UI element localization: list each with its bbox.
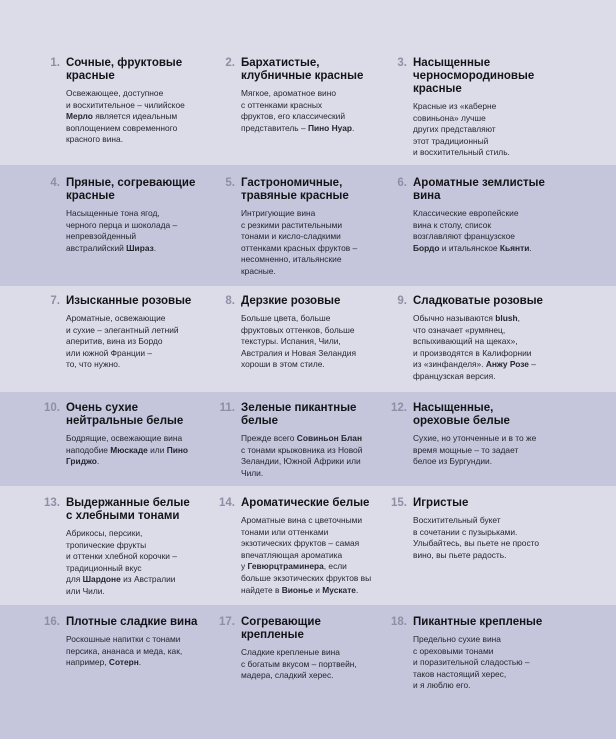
wine-name-bold: Пино bbox=[166, 444, 189, 455]
item-title-line: крепленые bbox=[241, 629, 304, 641]
item-number: 18. bbox=[391, 616, 407, 628]
item-description-line bbox=[413, 243, 585, 255]
item-description bbox=[241, 88, 413, 134]
item-number: 5. bbox=[225, 177, 235, 189]
item-description-line bbox=[241, 100, 413, 112]
text-run: с богатым вкусом – портвейн, bbox=[241, 658, 357, 669]
item-title-line: Гастрономичные, bbox=[241, 177, 343, 189]
text-run: например, bbox=[66, 657, 109, 668]
item-description-line bbox=[66, 220, 238, 232]
text-run: Классические европейские bbox=[413, 208, 519, 218]
item-description bbox=[413, 634, 585, 692]
item-description-line bbox=[66, 100, 238, 112]
item-description-line bbox=[413, 325, 585, 337]
item-number: 15. bbox=[391, 497, 407, 509]
item-description-line bbox=[413, 646, 585, 658]
text-run: и восхитительный стиль. bbox=[413, 147, 510, 158]
item-description-line bbox=[241, 208, 413, 220]
text-run: с ореховыми тонами bbox=[413, 645, 494, 656]
item-description bbox=[241, 647, 413, 682]
text-run: представитель – bbox=[241, 122, 308, 133]
text-run: Обычно называются bbox=[413, 313, 496, 323]
text-run: Австралия и Новая Зеландия bbox=[241, 347, 357, 358]
item-title-line: Согревающие bbox=[241, 616, 321, 628]
item-description-line bbox=[66, 243, 238, 255]
item-description-line bbox=[413, 124, 585, 136]
item-description-line bbox=[413, 359, 585, 371]
item-description-line bbox=[241, 348, 413, 360]
item-description-line bbox=[241, 527, 413, 539]
text-run: таков настоящий херес, bbox=[413, 668, 507, 679]
text-run: или Чили. bbox=[66, 585, 105, 596]
item-description-line bbox=[241, 111, 413, 123]
item-description-line bbox=[241, 220, 413, 232]
text-run: Сладкие крепленые вина bbox=[241, 647, 340, 657]
item-title-line: вина bbox=[413, 190, 441, 202]
wine-name-bold: Сотерн bbox=[108, 657, 139, 668]
text-run: французская версия. bbox=[413, 370, 496, 381]
text-run: красные. bbox=[241, 265, 276, 276]
text-run: и итальянское bbox=[439, 242, 500, 253]
item-title-line: Очень сухие bbox=[66, 402, 139, 414]
text-run: других представляют bbox=[413, 124, 496, 135]
text-run: возглавляют французское bbox=[413, 231, 515, 242]
text-run: Восхитительный букет bbox=[413, 515, 501, 525]
item-description-line bbox=[413, 147, 585, 159]
item-title bbox=[66, 177, 236, 203]
item-description-line bbox=[413, 371, 585, 383]
item-title-line: Плотные сладкие вина bbox=[66, 616, 198, 628]
item-title-line: Ароматные землистые bbox=[413, 177, 545, 189]
item-description bbox=[413, 515, 585, 561]
wine-name-bold: Мускате bbox=[322, 584, 356, 595]
item-title-line: Насыщенные bbox=[413, 57, 491, 69]
item-description-line bbox=[66, 134, 238, 146]
item-description-line bbox=[66, 231, 238, 243]
item-description-line bbox=[241, 445, 413, 457]
item-description-line bbox=[241, 670, 413, 682]
item-title bbox=[66, 497, 236, 523]
text-run: несомненно, итальянские bbox=[241, 254, 342, 265]
item-number: 13. bbox=[44, 497, 60, 509]
item-description-line bbox=[241, 231, 413, 243]
text-run: аперитив, вина из Бордо bbox=[66, 336, 163, 347]
text-run: традиционный вкус bbox=[66, 562, 142, 573]
text-run: что означает «румянец, bbox=[413, 324, 506, 335]
item-title bbox=[66, 616, 236, 629]
text-run: Насыщенные тона ягод, bbox=[66, 208, 160, 218]
item-description-line bbox=[66, 123, 238, 135]
item-title bbox=[241, 497, 411, 510]
item-description-line bbox=[413, 527, 585, 539]
item-number: 1. bbox=[50, 57, 60, 69]
item-title bbox=[413, 616, 583, 629]
text-run: Зеландии, Южной Африки или bbox=[241, 456, 361, 467]
text-run: экзотических фруктов – самая bbox=[241, 538, 360, 549]
text-run: с тонами крыжовника из Новой bbox=[241, 444, 363, 455]
text-run: – bbox=[528, 359, 536, 370]
text-run: вино, вы пьете радость. bbox=[413, 549, 507, 560]
text-run: у bbox=[241, 561, 248, 572]
item-description-line bbox=[241, 538, 413, 550]
item-description-line bbox=[241, 336, 413, 348]
text-run: Предельно сухие вина bbox=[413, 634, 501, 644]
item-title-line: с хлебными тонами bbox=[66, 510, 180, 522]
text-run: или южной Франции – bbox=[66, 347, 153, 358]
text-run: и сухие – элегантный летний bbox=[66, 324, 179, 335]
item-number: 7. bbox=[50, 295, 60, 307]
text-run: или bbox=[147, 444, 167, 455]
item-title bbox=[241, 402, 411, 428]
item-number: 4. bbox=[50, 177, 60, 189]
item-title bbox=[241, 616, 411, 642]
text-run: австралийский bbox=[66, 242, 127, 253]
item-description-line bbox=[241, 243, 413, 255]
text-run: и оттенки хлебной корочки – bbox=[66, 551, 177, 562]
item-description-line bbox=[413, 336, 585, 348]
text-run: Чили. bbox=[241, 467, 264, 478]
text-run: тропические фрукты bbox=[66, 539, 147, 550]
wine-name-bold: Гевюрцтраминера bbox=[247, 561, 324, 572]
item-title-line: ореховые белые bbox=[413, 415, 510, 427]
item-title-line: травяные красные bbox=[241, 190, 349, 202]
item-title-line: Насыщенные, bbox=[413, 402, 494, 414]
item-title-line: Пикантные крепленые bbox=[413, 616, 543, 628]
item-title-line: Выдержанные белые bbox=[66, 497, 190, 509]
item-description-line bbox=[66, 208, 238, 220]
item-title bbox=[66, 57, 236, 83]
text-run: . bbox=[96, 456, 100, 467]
text-run: Ароматные вина с цветочными bbox=[241, 515, 363, 525]
item-number: 8. bbox=[225, 295, 235, 307]
item-description-line bbox=[66, 445, 238, 457]
item-description-line bbox=[66, 657, 238, 669]
item-description-line bbox=[413, 669, 585, 681]
item-description-line bbox=[241, 585, 413, 597]
wine-name-bold: Мерло bbox=[66, 111, 93, 122]
item-title bbox=[241, 177, 411, 203]
item-description-line bbox=[66, 646, 238, 658]
text-run: Улыбайтесь, вы пьете не просто bbox=[413, 538, 540, 549]
item-title-line: Игристые bbox=[413, 497, 469, 509]
item-description bbox=[66, 313, 238, 371]
item-number: 10. bbox=[44, 402, 60, 414]
item-description-line bbox=[66, 456, 238, 468]
text-run: из Австралии bbox=[120, 574, 176, 585]
item-title-line: Зеленые пикантные bbox=[241, 402, 357, 414]
item-description-line bbox=[241, 433, 413, 445]
text-run: тонами или оттенками bbox=[241, 526, 329, 537]
text-run: текстуры. Испания, Чили, bbox=[241, 336, 341, 347]
item-description bbox=[66, 88, 238, 146]
wine-name-bold: Бордо bbox=[413, 242, 440, 253]
item-description-line bbox=[413, 538, 585, 550]
item-title-line: Ароматические белые bbox=[241, 497, 370, 509]
text-run: черного перца и шоколада – bbox=[66, 219, 178, 230]
text-run: , bbox=[517, 313, 520, 323]
item-description-line bbox=[66, 359, 238, 371]
item-description-line bbox=[413, 313, 585, 325]
wine-name-bold: Шираз bbox=[126, 242, 154, 253]
text-run: с оттенками красных bbox=[241, 99, 323, 110]
item-description-line bbox=[413, 550, 585, 562]
text-run: Роскошные напитки с тонами bbox=[66, 634, 181, 644]
item-description bbox=[66, 634, 238, 669]
wine-name-bold: Вионье bbox=[281, 584, 313, 595]
text-run: в сочетании с пузырьками. bbox=[413, 526, 518, 537]
text-run: является идеальным bbox=[92, 111, 178, 122]
item-description-line bbox=[413, 445, 585, 457]
item-number: 11. bbox=[219, 402, 235, 414]
text-run: впечатляющая ароматика bbox=[241, 549, 343, 560]
item-description-line bbox=[66, 551, 238, 563]
item-description-line bbox=[66, 336, 238, 348]
text-run: оттенками красных фруктов – bbox=[241, 242, 358, 253]
wine-name-bold: Совиньон Блан bbox=[296, 433, 363, 443]
text-run: хороши в этом стиле. bbox=[241, 359, 325, 370]
item-description-line bbox=[413, 136, 585, 148]
item-title-line: Дерзкие розовые bbox=[241, 295, 341, 307]
wine-name-bold: Мюскаде bbox=[110, 444, 148, 455]
text-run: непревзойденный bbox=[66, 231, 137, 242]
item-description-line bbox=[66, 540, 238, 552]
text-run: фруктовых оттенков, больше bbox=[241, 324, 355, 335]
item-title bbox=[241, 57, 411, 83]
text-run: вспыхивающий на щеках», bbox=[413, 336, 518, 347]
item-description-line bbox=[66, 111, 238, 123]
item-description-line bbox=[241, 573, 413, 585]
wine-name-bold: Кьянти bbox=[499, 242, 530, 253]
text-run: . bbox=[138, 657, 142, 668]
item-title-line: черносмородиновые bbox=[413, 70, 535, 82]
item-description-line bbox=[241, 254, 413, 266]
item-description-line bbox=[241, 659, 413, 671]
item-number: 9. bbox=[397, 295, 407, 307]
wine-name-bold: Гриджо bbox=[66, 456, 97, 467]
item-description-line bbox=[66, 313, 238, 325]
text-run: воплощением современного bbox=[66, 122, 178, 133]
item-description-line bbox=[241, 647, 413, 659]
text-run: больше экзотических фруктов вы bbox=[241, 572, 372, 583]
item-description bbox=[66, 208, 238, 254]
wine-name-bold: Анжу Розе bbox=[485, 359, 529, 370]
item-number: 2. bbox=[225, 57, 235, 69]
text-run: для bbox=[66, 574, 83, 585]
item-description bbox=[413, 433, 585, 468]
item-description-line bbox=[413, 515, 585, 527]
item-number: 3. bbox=[397, 57, 407, 69]
text-run: совиньона» лучше bbox=[413, 112, 486, 123]
item-title bbox=[66, 295, 236, 308]
item-description-line bbox=[66, 563, 238, 575]
item-title bbox=[241, 295, 411, 308]
item-description bbox=[413, 208, 585, 254]
text-run: найдете в bbox=[241, 584, 282, 595]
text-run: Сухие, но утонченные и в то же bbox=[413, 433, 537, 443]
item-description bbox=[241, 433, 413, 479]
item-description-line bbox=[241, 468, 413, 480]
text-run: Прежде всего bbox=[241, 433, 297, 443]
item-title bbox=[413, 295, 583, 308]
text-run: Мягкое, ароматное вино bbox=[241, 88, 337, 98]
text-run: . bbox=[153, 242, 157, 253]
text-run: Ароматные, освежающие bbox=[66, 313, 166, 323]
item-title-line: красные bbox=[66, 70, 115, 82]
item-description-line bbox=[413, 208, 585, 220]
item-description-line bbox=[66, 586, 238, 598]
item-number: 12. bbox=[391, 402, 407, 414]
item-description bbox=[66, 433, 238, 468]
item-description-line bbox=[241, 550, 413, 562]
item-title-line: Сладковатые розовые bbox=[413, 295, 543, 307]
item-description-line bbox=[413, 101, 585, 113]
item-description-line bbox=[66, 433, 238, 445]
item-title-line: Сочные, фруктовые bbox=[66, 57, 183, 69]
item-description bbox=[66, 528, 238, 598]
text-run: наподобие bbox=[66, 444, 111, 455]
item-description-line bbox=[413, 634, 585, 646]
item-number: 6. bbox=[397, 177, 407, 189]
item-description-line bbox=[241, 561, 413, 573]
text-run: время мощные – то задает bbox=[413, 444, 519, 455]
text-run: . bbox=[355, 584, 359, 595]
text-run: этот традиционный bbox=[413, 135, 489, 146]
text-run: Красные из «каберне bbox=[413, 101, 497, 111]
item-number: 14. bbox=[219, 497, 235, 509]
text-run: Больше цвета, больше bbox=[241, 313, 331, 323]
text-run: и производятся в Калифорнии bbox=[413, 347, 532, 358]
text-run: . bbox=[529, 242, 532, 253]
item-description bbox=[241, 313, 413, 371]
item-description-line bbox=[66, 325, 238, 337]
text-run: вина к столу, список bbox=[413, 219, 492, 230]
item-title-line: Бархатистые, bbox=[241, 57, 320, 69]
text-run: Бодрящие, освежающие вина bbox=[66, 433, 183, 443]
item-title bbox=[413, 402, 583, 428]
item-title bbox=[66, 402, 236, 428]
item-title-line: Изысканные розовые bbox=[66, 295, 192, 307]
item-description-line bbox=[413, 433, 585, 445]
text-run: и я люблю его. bbox=[413, 680, 471, 691]
item-title bbox=[413, 57, 583, 96]
item-description bbox=[413, 101, 585, 159]
item-title-line: клубничные красные bbox=[241, 70, 364, 82]
item-description-line bbox=[66, 88, 238, 100]
wine-name-bold: blush bbox=[495, 313, 518, 323]
text-run: то, что нужно. bbox=[66, 359, 121, 370]
item-description-line bbox=[241, 325, 413, 337]
text-run: из «зинфанделя». bbox=[413, 359, 486, 370]
item-title-line: Пряные, согревающие bbox=[66, 177, 196, 189]
item-description-line bbox=[66, 528, 238, 540]
item-number: 17. bbox=[219, 616, 235, 628]
text-run: . bbox=[352, 122, 355, 133]
text-run: и восхитительное – чилийское bbox=[66, 99, 185, 110]
wine-name-bold: Шардоне bbox=[82, 574, 121, 585]
item-description-line bbox=[241, 88, 413, 100]
text-run: фруктов, его классический bbox=[241, 111, 346, 122]
item-title-line: белые bbox=[241, 415, 279, 427]
item-description-line bbox=[413, 680, 585, 692]
item-description-line bbox=[241, 266, 413, 278]
item-description-line bbox=[66, 574, 238, 586]
text-run: красного вина. bbox=[66, 134, 124, 145]
text-run: Абрикосы, персики, bbox=[66, 528, 143, 538]
text-run: Интригующие вина bbox=[241, 208, 316, 218]
item-description-line bbox=[413, 348, 585, 360]
item-description-line bbox=[241, 313, 413, 325]
item-description-line bbox=[413, 220, 585, 232]
item-title bbox=[413, 177, 583, 203]
text-run: с резкими растительными bbox=[241, 219, 343, 230]
item-description bbox=[241, 515, 413, 596]
item-number: 16. bbox=[44, 616, 60, 628]
item-description-line bbox=[241, 515, 413, 527]
text-run: , если bbox=[323, 561, 347, 572]
item-description-line bbox=[241, 359, 413, 371]
text-run: и bbox=[312, 584, 323, 595]
item-title bbox=[413, 497, 583, 510]
item-description-line bbox=[413, 456, 585, 468]
text-run: персика, ананаса и меда, как, bbox=[66, 645, 183, 656]
item-description-line bbox=[241, 123, 413, 135]
item-description-line bbox=[413, 113, 585, 125]
text-run: Освежающее, доступное bbox=[66, 88, 164, 98]
item-description bbox=[241, 208, 413, 278]
item-description-line bbox=[66, 348, 238, 360]
item-title-line: красные bbox=[66, 190, 115, 202]
item-description-line bbox=[241, 456, 413, 468]
item-description-line bbox=[413, 231, 585, 243]
text-run: тонами и кисло-сладкими bbox=[241, 231, 341, 242]
item-title-line: нейтральные белые bbox=[66, 415, 184, 427]
item-description bbox=[413, 313, 585, 383]
wine-name-bold: Пино Нуар bbox=[307, 122, 352, 133]
item-description-line bbox=[413, 657, 585, 669]
text-run: и поразительной сладостью – bbox=[413, 657, 530, 668]
item-title-line: красные bbox=[413, 83, 462, 95]
item-description-line bbox=[66, 634, 238, 646]
text-run: белое из Бургундии. bbox=[413, 456, 493, 467]
text-run: мадера, сладкий херес. bbox=[241, 670, 334, 681]
